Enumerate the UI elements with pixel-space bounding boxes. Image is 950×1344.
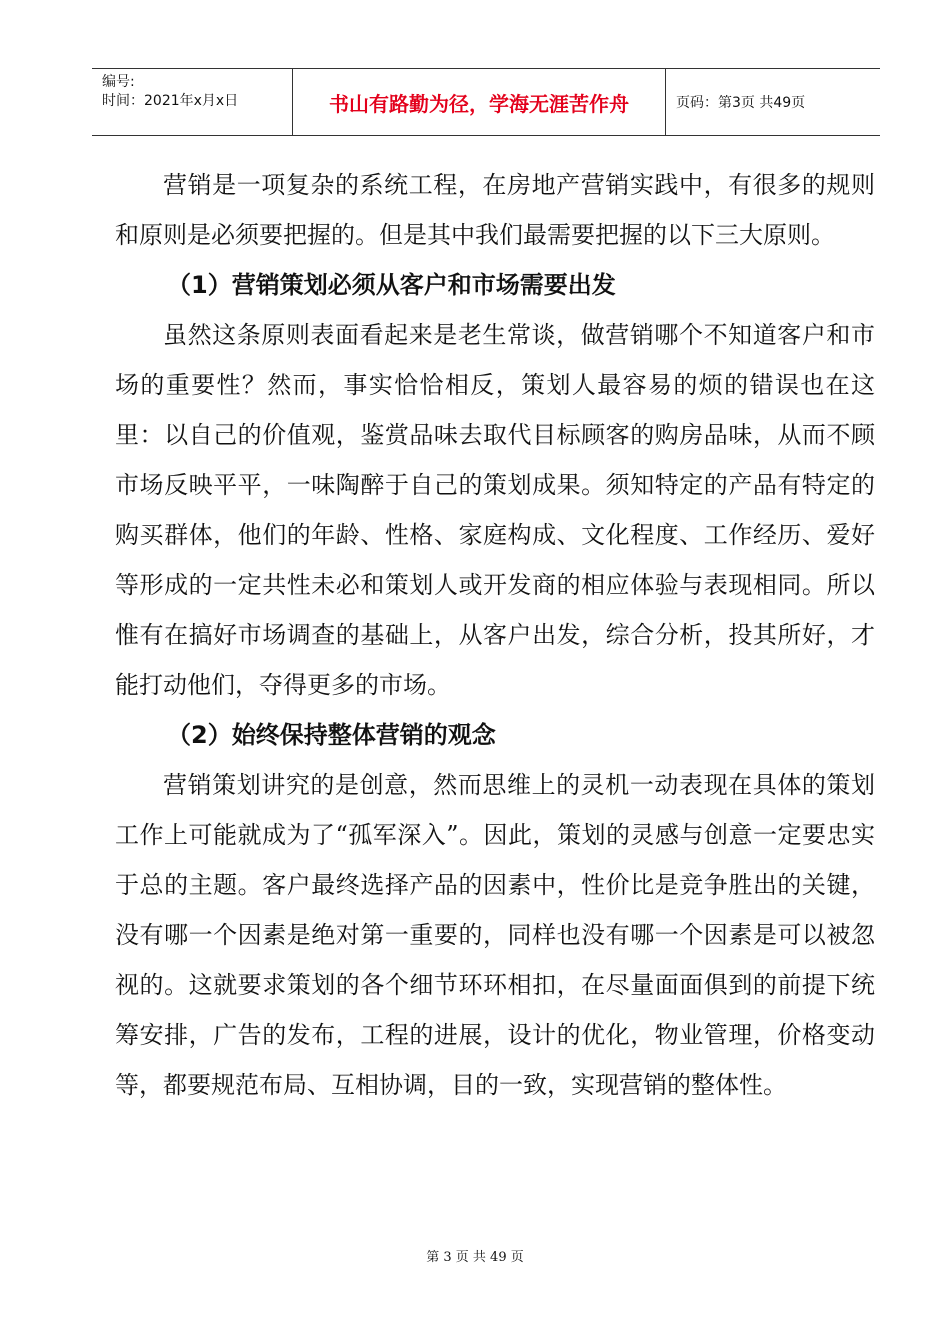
paragraph-section-2: 营销策划讲究的是创意，然而思维上的灵机一动表现在具体的策划工作上可能就成为了“孤军深入”。因此，策划的灵感与创意一定要忠实于总的主题。客户最终选择产品的因素中，性价比是竞争胜出的关键，没有哪一个因素是绝对第一重要的，同样也没有哪一个因素是可以被忽视的。这就要求策划的各个细节环环相扣，在尽量面面俱到的前提下统筹安排，广告的发布，工程的进展，设计的优化，物业管理，价格变动等，都要规范布局、互相协调，目的一致，实现营销的整体性。 bbox=[115, 771, 875, 1099]
header-meta bbox=[92, 69, 293, 135]
paragraph-section-1: 虽然这条原则表面看起来是老生常谈，做营销哪个不知道客户和市场的重要性？然而，事实恰恰相反，策划人最容易的烦的错误也在这里：以自己的价值观，鉴赏品味去取代目标顾客的购房品味，从而不顾市场反映平平，一味陶醉于自己的策划成果。须知特定的产品有特定的购买群体，他们的年龄、性格、家庭构成、文化程度、工作经历、爱好等形成的一定共性未必和策划人或开发商的相应体验与表现相同。所以惟有在搞好市场调查的基础上，从客户出发，综合分析，投其所好，才能打动他们，夺得更多的市场。 bbox=[115, 321, 875, 699]
document-body bbox=[115, 160, 875, 1110]
header-page-info: 页码：第3页 共49页 bbox=[676, 95, 806, 111]
page-footer: 第 3 页 共 49 页 bbox=[426, 1250, 524, 1265]
page-header bbox=[92, 68, 880, 136]
number-label: 编号: bbox=[102, 74, 135, 90]
header-motto: 书山有路勤为径，学海无涯苦作舟 bbox=[293, 69, 666, 135]
section-heading-1: （1）营销策划必须从客户和市场需要出发 bbox=[167, 271, 616, 299]
paragraph-intro: 营销是一项复杂的系统工程，在房地产营销实践中，有很多的规则和原则是必须要把握的。但是其中我们最需要把握的以下三大原则。 bbox=[115, 171, 875, 249]
time-label: 时间：2021年x月x日 bbox=[102, 93, 239, 109]
section-heading-2: （2）始终保持整体营销的观念 bbox=[167, 721, 496, 749]
